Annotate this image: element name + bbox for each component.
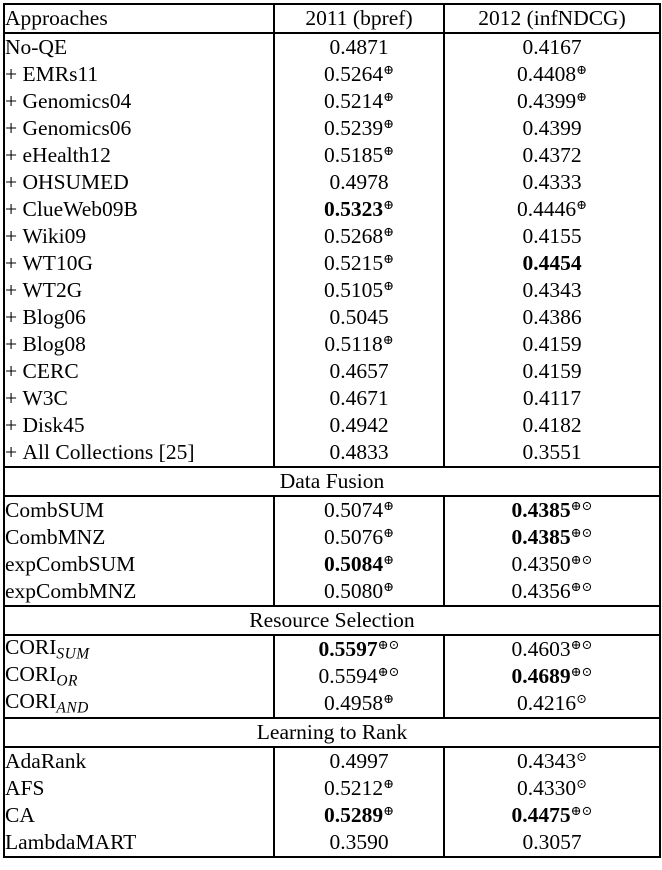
approach-name: Wiki09 (22, 223, 87, 248)
approach-label-wt2g (4, 277, 274, 304)
significance-marker: ⊕⊙ (570, 803, 593, 819)
cell-y2012 (444, 304, 660, 331)
table-row (4, 690, 660, 718)
approach-label-expcombsum (4, 551, 274, 578)
section-title-data-fusion: Data Fusion (4, 467, 660, 496)
cell-y2011 (274, 524, 444, 551)
table-row (4, 775, 660, 802)
approach-label-blog08 (4, 331, 274, 358)
approach-name: All Collections [25] (22, 439, 195, 464)
cell-y2011 (274, 663, 444, 690)
approach-name: WT2G (22, 277, 83, 302)
cell-y2012 (444, 524, 660, 551)
cell-y2011 (274, 277, 444, 304)
table-row (4, 802, 660, 829)
metric-value: 0.4182 (522, 412, 582, 437)
approach-name: expCombSUM (5, 551, 136, 576)
approach-name: CA (5, 802, 35, 827)
metric-value: 0.4167 (522, 34, 582, 59)
cell-y2011 (274, 775, 444, 802)
approach-label-blog06 (4, 304, 274, 331)
table-row (4, 635, 660, 663)
significance-marker: ⊕⊙ (570, 579, 593, 595)
table-row (4, 412, 660, 439)
approach-name: Genomics04 (22, 88, 132, 113)
table-row (4, 496, 660, 524)
cell-y2012 (444, 690, 660, 718)
approach-name: Genomics06 (22, 115, 132, 140)
significance-marker: ⊕ (382, 332, 394, 348)
metric-value: 0.4399 (516, 89, 577, 114)
approach-label-wiki09 (4, 223, 274, 250)
approach-name: LambdaMART (5, 829, 137, 854)
significance-marker: ⊙ (576, 776, 588, 792)
significance-marker: ⊕ (383, 552, 395, 568)
metric-value: 0.3590 (329, 829, 389, 854)
approach-name: No-QE (5, 34, 68, 59)
metric-value: 0.4350 (511, 552, 571, 577)
table-row (4, 829, 660, 857)
significance-marker: ⊕ (383, 197, 395, 213)
cell-y2012 (444, 223, 660, 250)
metric-value: 0.4330 (516, 776, 577, 801)
table-row (4, 33, 660, 61)
significance-marker: ⊕⊙ (377, 664, 400, 680)
metric-value: 0.5215 (323, 251, 384, 276)
metric-value: 0.5594 (318, 664, 378, 689)
cell-y2011 (274, 635, 444, 663)
cell-y2011 (274, 169, 444, 196)
metric-value: 0.4386 (522, 304, 582, 329)
cell-y2011 (274, 61, 444, 88)
significance-marker: ⊕ (383, 498, 395, 514)
cell-y2012 (444, 829, 660, 857)
cell-y2012 (444, 551, 660, 578)
approach-name: Disk45 (22, 412, 85, 437)
table-row (4, 331, 660, 358)
cell-y2012 (444, 331, 660, 358)
metric-value: 0.4356 (511, 579, 571, 604)
approach-label-no-qe (4, 33, 274, 61)
significance-marker: ⊕ (576, 62, 588, 78)
metric-value: 0.4343 (522, 277, 582, 302)
approach-label-adarank (4, 747, 274, 775)
approach-name: CERC (22, 358, 79, 383)
metric-value: 0.4385 (511, 498, 571, 523)
table-body (4, 33, 660, 857)
significance-marker: ⊕ (383, 278, 395, 294)
metric-value: 0.4372 (522, 142, 582, 167)
metric-value: 0.5289 (323, 803, 384, 828)
approach-label-genomics06 (4, 115, 274, 142)
approach-label-combmnz (4, 524, 274, 551)
approach-name: WT10G (22, 250, 93, 275)
header-row (4, 4, 660, 33)
metric-value: 0.5239 (323, 116, 384, 141)
cell-y2012 (444, 115, 660, 142)
approach-name: Blog08 (22, 331, 86, 356)
significance-marker: ⊕⊙ (570, 664, 593, 680)
metric-value: 0.4159 (522, 358, 582, 383)
cell-y2012 (444, 250, 660, 277)
significance-marker: ⊕ (383, 89, 395, 105)
metric-value: 0.4942 (329, 412, 389, 437)
table-header (4, 4, 660, 33)
approach-name: eHealth12 (22, 142, 111, 167)
table-row (4, 551, 660, 578)
metric-value: 0.4446 (516, 197, 577, 222)
cell-y2011 (274, 331, 444, 358)
cell-y2012 (444, 802, 660, 829)
column-header-2011-bpref: 2011 (bpref) (274, 4, 444, 33)
metric-value: 0.5105 (323, 278, 384, 303)
approach-name: W3C (22, 385, 68, 410)
table-row (4, 524, 660, 551)
metric-value: 0.3057 (522, 829, 582, 854)
column-header-approaches: Approaches (4, 4, 274, 33)
cell-y2012 (444, 385, 660, 412)
significance-marker: ⊕⊙ (570, 525, 593, 541)
significance-marker: ⊕ (383, 116, 395, 132)
table-row (4, 663, 660, 690)
cell-y2011 (274, 439, 444, 467)
cell-y2011 (274, 747, 444, 775)
section-header-row (4, 606, 660, 635)
significance-marker: ⊕ (383, 251, 395, 267)
cell-y2012 (444, 578, 660, 606)
cell-y2011 (274, 412, 444, 439)
table-row (4, 61, 660, 88)
table-row (4, 578, 660, 606)
metric-value: 0.5185 (323, 143, 384, 168)
cell-y2012 (444, 775, 660, 802)
cell-y2011 (274, 578, 444, 606)
metric-value: 0.5323 (323, 197, 384, 222)
table-row (4, 304, 660, 331)
metric-value: 0.4603 (511, 637, 571, 662)
approach-name: EMRs11 (22, 61, 99, 86)
approach-name: CombSUM (5, 497, 105, 522)
metric-value: 0.5264 (323, 62, 384, 87)
cell-y2011 (274, 802, 444, 829)
approach-name: OHSUMED (22, 169, 129, 194)
significance-marker: ⊕ (383, 579, 395, 595)
approach-label-corisum (4, 635, 274, 663)
results-table (3, 3, 661, 858)
cell-y2012 (444, 358, 660, 385)
cell-y2012 (444, 747, 660, 775)
approach-label-w3c (4, 385, 274, 412)
metric-value: 0.4657 (329, 358, 389, 383)
metric-value: 0.5080 (323, 579, 384, 604)
significance-marker: ⊕⊙ (570, 637, 593, 653)
metric-value: 0.4958 (323, 691, 384, 716)
section-header-row (4, 718, 660, 747)
cell-y2011 (274, 385, 444, 412)
cell-y2011 (274, 33, 444, 61)
cell-y2011 (274, 115, 444, 142)
table-row (4, 88, 660, 115)
approach-label-all-collections-25 (4, 439, 274, 467)
cell-y2011 (274, 829, 444, 857)
cell-y2011 (274, 358, 444, 385)
table-row (4, 142, 660, 169)
metric-value: 0.4385 (511, 525, 571, 550)
approach-label-ehealth12 (4, 142, 274, 169)
section-title-learning-to-rank: Learning to Rank (4, 718, 660, 747)
metric-value: 0.4475 (511, 803, 571, 828)
approach-label-combsum (4, 496, 274, 524)
cell-y2012 (444, 142, 660, 169)
cell-y2011 (274, 88, 444, 115)
table-row (4, 358, 660, 385)
approach-label-corior (4, 663, 274, 690)
approach-name: AFS (5, 775, 45, 800)
metric-value: 0.4978 (329, 169, 389, 194)
metric-value: 0.4117 (522, 385, 582, 410)
significance-marker: ⊙ (576, 691, 588, 707)
approach-label-coriand (4, 690, 274, 718)
table-row (4, 277, 660, 304)
cell-y2012 (444, 169, 660, 196)
metric-value: 0.4159 (522, 331, 582, 356)
cell-y2012 (444, 277, 660, 304)
cell-y2012 (444, 33, 660, 61)
metric-value: 0.4871 (329, 34, 389, 59)
metric-value: 0.3551 (522, 439, 582, 464)
metric-value: 0.4343 (516, 749, 577, 774)
significance-marker: ⊕⊙ (377, 637, 400, 653)
significance-marker: ⊕⊙ (570, 498, 593, 514)
table-row (4, 385, 660, 412)
significance-marker: ⊕ (383, 776, 395, 792)
metric-value: 0.5597 (318, 637, 378, 662)
cell-y2011 (274, 496, 444, 524)
metric-value: 0.4155 (522, 223, 582, 248)
metric-value: 0.5084 (323, 552, 384, 577)
table-row (4, 223, 660, 250)
table-row (4, 439, 660, 467)
metric-value: 0.4408 (516, 62, 577, 87)
table-row (4, 250, 660, 277)
cell-y2011 (274, 250, 444, 277)
metric-value: 0.5214 (323, 89, 384, 114)
table-row (4, 747, 660, 775)
approach-label-afs (4, 775, 274, 802)
approach-label-ohsumed (4, 169, 274, 196)
approach-label-clueweb09b (4, 196, 274, 223)
approach-label-genomics04 (4, 88, 274, 115)
cell-y2011 (274, 223, 444, 250)
approach-name: Blog06 (22, 304, 86, 329)
metric-value: 0.4997 (329, 748, 389, 773)
significance-marker: ⊕ (383, 224, 395, 240)
metric-value: 0.5268 (323, 224, 384, 249)
metric-value: 0.4689 (511, 664, 571, 689)
metric-value: 0.5074 (323, 498, 384, 523)
column-header-2012-infndcg: 2012 (infNDCG) (444, 4, 660, 33)
metric-value: 0.4399 (522, 115, 582, 140)
approach-label-disk45 (4, 412, 274, 439)
approach-name: CORI (5, 635, 57, 660)
section-title-resource-selection: Resource Selection (4, 606, 660, 635)
cell-y2012 (444, 496, 660, 524)
cell-y2012 (444, 196, 660, 223)
approach-label-expcombmnz (4, 578, 274, 606)
table-row (4, 169, 660, 196)
cell-y2011 (274, 304, 444, 331)
cell-y2011 (274, 196, 444, 223)
significance-marker: ⊕ (383, 62, 395, 78)
significance-marker: ⊕ (576, 89, 588, 105)
approach-name: CombMNZ (5, 524, 106, 549)
metric-value: 0.5045 (329, 304, 389, 329)
cell-y2012 (444, 61, 660, 88)
approach-label-ca (4, 802, 274, 829)
metric-value: 0.5076 (323, 525, 384, 550)
cell-y2011 (274, 142, 444, 169)
significance-marker: ⊕ (383, 143, 395, 159)
significance-marker: ⊕ (383, 525, 395, 541)
cell-y2012 (444, 663, 660, 690)
approach-name: CORI (5, 662, 57, 687)
table-row (4, 196, 660, 223)
section-header-row (4, 467, 660, 496)
cell-y2012 (444, 439, 660, 467)
significance-marker: ⊕⊙ (570, 552, 593, 568)
metric-value: 0.4333 (522, 169, 582, 194)
table-row (4, 115, 660, 142)
approach-subscript: OR (56, 672, 78, 690)
metric-value: 0.4671 (329, 385, 389, 410)
cell-y2011 (274, 690, 444, 718)
significance-marker: ⊕ (383, 803, 395, 819)
approach-name: AdaRank (5, 748, 87, 773)
cell-y2012 (444, 88, 660, 115)
approach-label-wt10g (4, 250, 274, 277)
metric-value: 0.5212 (323, 776, 384, 801)
approach-label-cerc (4, 358, 274, 385)
approach-name: CORI (5, 689, 57, 714)
significance-marker: ⊕ (576, 197, 588, 213)
significance-marker: ⊕ (383, 691, 395, 707)
cell-y2012 (444, 412, 660, 439)
metric-value: 0.5118 (324, 332, 383, 357)
approach-label-emrs11 (4, 61, 274, 88)
metric-value: 0.4216 (516, 691, 577, 716)
metric-value: 0.4833 (329, 439, 389, 464)
cell-y2012 (444, 635, 660, 663)
approach-label-lambdamart (4, 829, 274, 857)
significance-marker: ⊙ (576, 749, 588, 765)
approach-subscript: SUM (56, 645, 90, 663)
approach-name: expCombMNZ (5, 578, 137, 603)
cell-y2011 (274, 551, 444, 578)
metric-value: 0.4454 (522, 250, 582, 275)
approach-subscript: AND (56, 699, 89, 717)
approach-name: ClueWeb09B (22, 196, 138, 221)
